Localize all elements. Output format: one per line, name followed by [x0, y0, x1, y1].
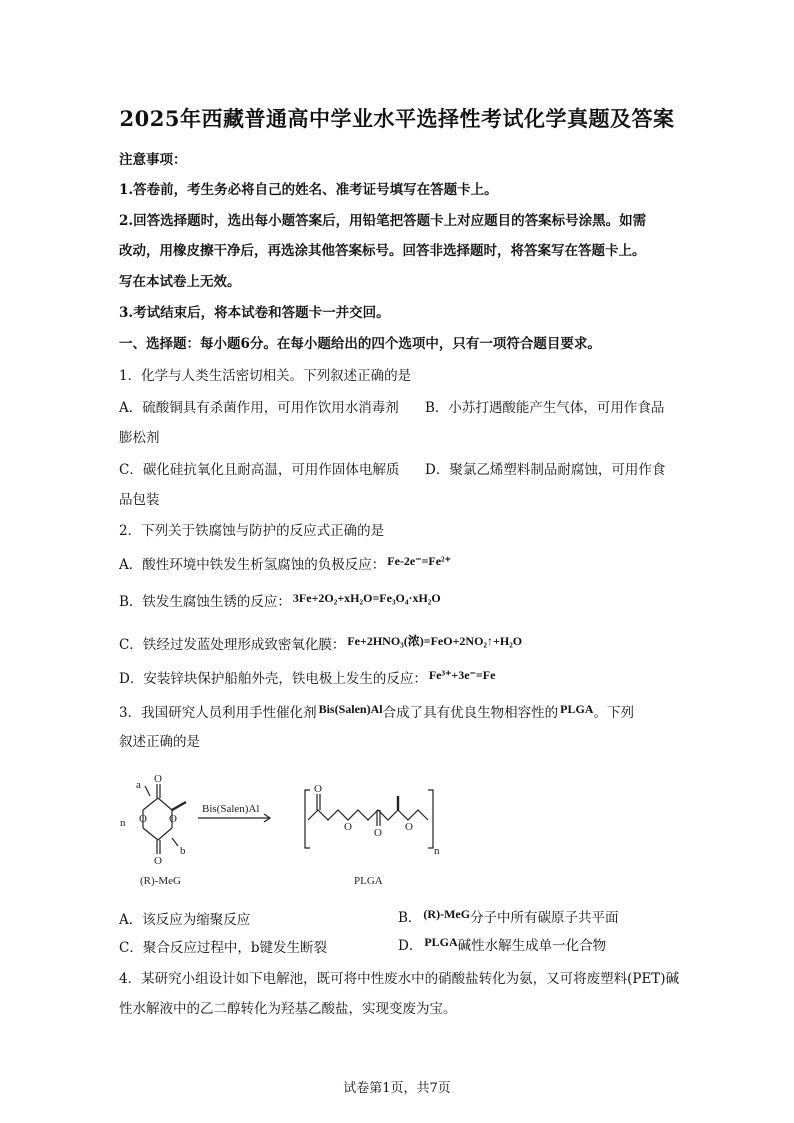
q3-option-d-text: 碱性水解生成单一化合物	[457, 938, 607, 954]
polymer-name: PLGA	[354, 875, 383, 887]
q4-stem-line2: 性水解液中的乙二醇转化为羟基乙酸盐，实现变废为宝。	[119, 1001, 457, 1017]
q2-option-b-text: B．铁发生腐蚀生锈的反应：	[119, 594, 291, 610]
polymer-subscript-n: n	[434, 845, 440, 857]
q3-option-b-prefix: B．	[398, 910, 422, 926]
reaction-scheme	[110, 770, 440, 890]
q3-stem-line2: 叙述正确的是	[119, 734, 200, 750]
polymer-oxygen-1: O	[314, 783, 322, 795]
q4-stem-line1: 4．某研究小组设计如下电解池，既可将中性废水中的硝酸盐转化为氨，又可将废塑料(PET)碱	[119, 971, 680, 987]
q2-option-c-formula: Fe+2HNO₃(浓)=FeO+2NO₂↑+H₂O	[347, 634, 523, 648]
q2-option-c-text: C．铁经过发蓝处理形成致密氧化膜：	[119, 637, 346, 653]
q3-option-b-formula: (R)-MeG	[423, 907, 471, 921]
q2-option-d-formula: Fe³⁺+3e⁻=Fe	[428, 668, 496, 682]
q1-option-a: A．硫酸铜具有杀菌作用，可用作饮用水消毒剂	[119, 400, 399, 416]
carbonyl-oxygen-top: O	[154, 773, 162, 785]
q3-stem-part2: 合成了具有优良生物相容性的	[382, 705, 559, 721]
q3-option-d	[398, 934, 606, 954]
notice-item-2-line1: 2.回答选择题时，选出每小题答案后，用铅笔把答题卡上对应题目的答案标号涂黑。如需	[119, 213, 647, 229]
q2-option-c	[119, 632, 522, 653]
q3-option-c: C．聚合反应过程中，b键发生断裂	[119, 940, 327, 956]
q2-option-d-text: D．安装锌块保护船舶外壳，铁电极上发生的反应：	[119, 671, 427, 687]
reagent-label: Bis(Salen)Al	[202, 803, 260, 815]
q3-stem-line1	[119, 701, 634, 721]
q3-catalyst-formula: Bis(Salen)Al	[318, 702, 383, 716]
q3-option-a: A．该反应为缩聚反应	[119, 912, 251, 928]
monomer-count-n: n	[120, 817, 126, 829]
q3-option-d-formula: PLGA	[424, 935, 458, 949]
q1-stem: 1．化学与人类生活密切相关。下列叙述正确的是	[119, 368, 412, 384]
q1-option-b-line1: B．小苏打遇酸能产生气体，可用作食品	[425, 400, 665, 416]
q3-stem-part1: 3．我国研究人员利用手性催化剂	[119, 705, 317, 721]
q2-option-b	[119, 590, 441, 610]
ring-oxygen-right: O	[169, 813, 177, 825]
q2-option-d	[119, 667, 495, 687]
q2-option-a-formula: Fe-2e⁻=Fe²⁺	[387, 554, 451, 568]
q3-option-b-text: 分子中所有碳原子共平面	[470, 910, 619, 926]
page-title: 2025年西藏普通高中学业水平选择性考试化学真题及答案	[119, 106, 675, 131]
polymer-oxygen-3: O	[374, 827, 382, 839]
q3-product-formula: PLGA	[560, 702, 594, 716]
q2-option-b-formula: 3Fe+2O₂+xH₂O=Fe₃O₄·xH₂O	[292, 591, 441, 605]
carbonyl-oxygen-bottom: O	[154, 855, 162, 867]
section-heading: 一、选择题：每小题6分。在每小题给出的四个选项中，只有一项符合题目要求。	[119, 336, 601, 352]
polymer-oxygen-2: O	[344, 821, 352, 833]
page-footer: 试卷第1页，共7页	[343, 1081, 451, 1096]
bond-label-b: b	[180, 845, 186, 857]
polymer-oxygen-4: O	[405, 821, 413, 833]
notice-item-1: 1.答卷前，考生务必将自己的姓名、准考证号填写在答题卡上。	[119, 182, 498, 198]
q1-option-c: C．碳化硅抗氧化且耐高温，可用作固体电解质	[119, 462, 400, 478]
bond-label-a: a	[136, 779, 141, 791]
notice-item-2-line3: 写在本试卷上无效。	[119, 274, 241, 290]
monomer-name: (R)-MeG	[140, 875, 181, 887]
q1-option-d-line1: D．聚氯乙烯塑料制品耐腐蚀，可用作食	[425, 462, 666, 478]
q2-option-a	[119, 553, 451, 573]
q1-option-d-line2: 品包装	[119, 492, 160, 508]
q3-option-b	[398, 906, 619, 926]
q2-stem: 2．下列关于铁腐蚀与防护的反应式正确的是	[119, 523, 385, 539]
q2-option-a-text: A．酸性环境中铁发生析氢腐蚀的负极反应：	[119, 557, 386, 573]
notice-item-2-line2: 改动，用橡皮擦干净后，再选涂其他答案标号。回答非选择题时，将答案写在答题卡上。	[119, 243, 646, 259]
q3-option-d-prefix: D．	[398, 938, 423, 954]
ring-oxygen-left: O	[139, 813, 147, 825]
notice-heading: 注意事项：	[119, 152, 187, 168]
notice-item-3: 3.考试结束后，将本试卷和答题卡一并交回。	[119, 305, 390, 321]
q3-stem-part3: 。下列	[593, 705, 634, 721]
q1-option-b-line2: 膨松剂	[119, 430, 160, 446]
